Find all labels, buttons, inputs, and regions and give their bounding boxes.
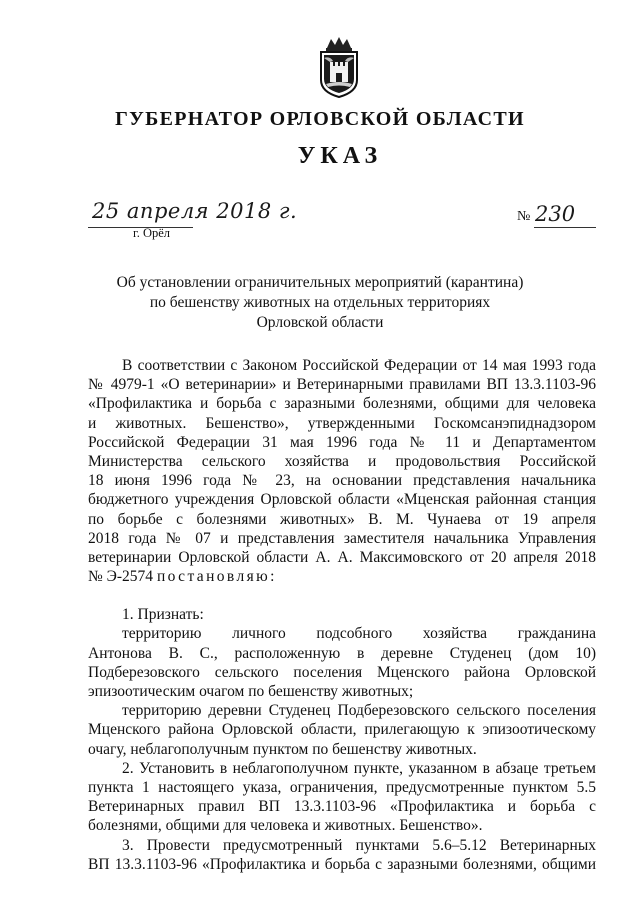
preamble-line: № Э-2574 [88,568,157,586]
decree-body [88,356,596,874]
preamble-line: по борьбе с болезнями животных» В. М. Чунаева от 19 апреля [88,510,596,528]
preamble-line: Министерства сельского хозяйства и продовольствия Российской [88,452,596,470]
preamble-line: В соответствии с Законом Российской Федерации от 14 мая 1993 года [122,357,596,374]
preamble-line: Российской Федерации 31 мая 1996 года № 11 и Департаментом [88,433,596,451]
preamble-last-line [88,567,596,586]
number-label: № [517,209,531,224]
item-1-line: Подберезовского сельского поселения Мценского района Орловской [88,663,596,681]
item-1-line: Мценского района Орловской области, прилегающую к эпизоотическому [88,721,596,739]
item-2-line: 2. Установить в неблагополучном пункте, указанном в абзаце третьем [122,759,596,777]
handwritten-number: 230 [535,202,576,226]
preamble-line: и животных. Бешенство», утвержденными Госкомсанэпиднадзором [88,414,596,432]
preamble-line: «Профилактика и борьба с заразными болезнями, общими для человека [88,395,596,413]
item-1-line: эпизоотическим очагом по бешенству животных; [88,683,414,700]
coat-of-arms-emblem [317,36,361,98]
item-3 [88,836,596,874]
preamble-line: бюджетного учреждения Орловской области «Мценская районная станция [88,491,596,509]
title-line: по бешенству животных на отдельных территориях [149,294,491,311]
decree-word: постановляю: [156,568,277,586]
handwritten-date: 25 апреля 2018 г. [92,199,298,223]
preamble-paragraph [88,356,596,586]
item-2-line: болезнями, общими для человека и животных. Бешенство». [88,817,483,835]
preamble-line: № 4979-1 «О ветеринарии» и Ветеринарными правилами ВП 13.3.1103-96 [88,376,596,394]
title-line: Об установлении ограничительных мероприятий (карантина) [116,274,524,291]
preamble-line: 18 июня 1996 года № 23, на основании представления начальника [88,472,596,490]
number-underline [534,227,596,228]
item-1-line: территорию личного подсобного хозяйства гражданина [122,625,596,643]
item-1-line: Антонова В. С., расположенную в деревне Студенец (дом 10) [88,644,596,662]
item-2-line: Ветеринарных правил ВП 13.3.1103-96 «Профилактика и борьба с [88,798,596,816]
item-2-line: пункта 1 настоящего указа, ограничения, предусмотренные пунктом 5.5 [88,778,596,796]
item-3-line: 3. Провести предусмотренный пунктами 5.6–5.12 Ветеринарных [122,836,596,854]
item-1-heading: 1. Признать: [122,606,204,624]
document-type: УКАЗ [297,143,383,169]
issuing-authority: ГУБЕРНАТОР ОРЛОВСКОЙ ОБЛАСТИ [115,108,525,130]
item-3-line: ВП 13.3.1103-96 «Профилактика и борьба с заразными болезнями, общими [88,855,596,873]
item-2 [88,759,596,836]
item-1-line: очагу, неблагополучным пунктом по бешенству животных. [88,740,477,758]
title-line: Орловской области [256,314,384,331]
preamble-line: ветеринарии Орловской области А. А. Максимовского от 20 апреля 2018 [88,548,596,566]
decree-title [90,273,550,333]
item-1-line: территорию деревни Студенец Подберезовского сельского поселения [122,702,596,720]
preamble-line: 2018 года № 07 и представления заместителя начальника Управления [88,529,596,547]
item-1 [88,605,596,759]
city-label: г. Орёл [133,226,171,240]
